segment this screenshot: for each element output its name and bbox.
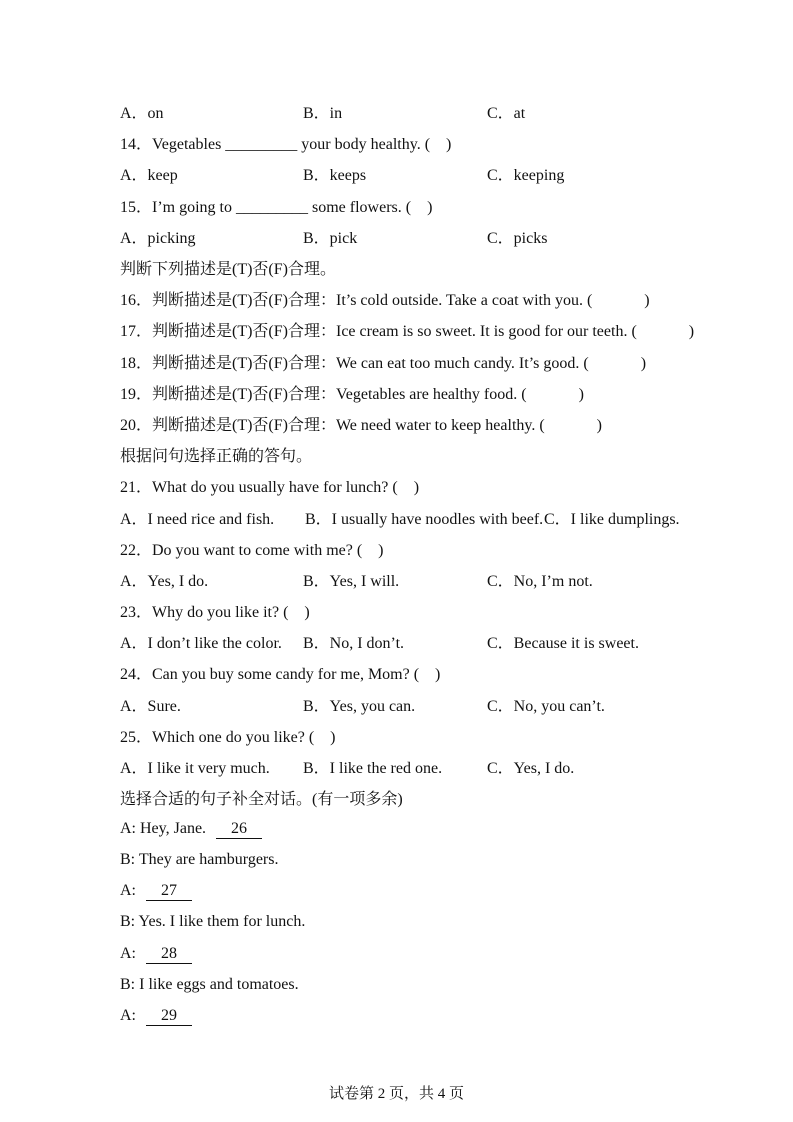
dialogue-line-7 [120,1000,753,1031]
dialogue-speaker-text: A: Hey, Jane. [120,819,207,837]
dialogue-speaker-text: A: [120,944,136,962]
q15-question-text: 15．I’m going to _________ some flowers. ( ) [120,198,433,216]
q13-options-row [120,96,753,127]
q13-option-a: A．on [120,105,164,123]
q25-question-text: 25．Which one do you like? ( ) [120,728,336,746]
q20-tf-item: 20．判断描述是(T)否(F)合理：We need water to keep healthy. ( ) [120,416,603,434]
q22-option-c: C．No, I’m not. [487,572,593,590]
q24-question-text: 24．Can you buy some candy for me, Mom? ( ) [120,666,441,684]
q25-option-c: C．Yes, I do. [487,760,575,778]
dialogue-speaker-text: B: I like eggs and tomatoes. [120,975,299,993]
blank-number: 26 [231,819,248,837]
q22-options-row [120,564,753,595]
dialogue-speaker-text: A: [120,882,136,900]
q23-option-b: B．No, I don’t. [303,635,405,653]
q21-option-b: B．I usually have noodles with beef. [305,510,544,528]
q25-option-b: B．I like the red one. [303,760,443,778]
q15-options-row [120,221,753,252]
q23-option-a: A．I don’t like the color. [120,635,282,653]
q22-option-a: A．Yes, I do. [120,572,209,590]
q21-question-text: 21．What do you usually have for lunch? ( ) [120,479,420,497]
dialogue-blank-29 [146,1006,192,1026]
q14-option-b: B．keeps [303,167,367,185]
qa-section-instruction: 根据问句选择正确的答句。 [120,448,313,466]
q18-tf-item: 18．判断描述是(T)否(F)合理：We can eat too much candy. It’s good. ( ) [120,354,647,372]
q23-option-c: C．Because it is sweet. [487,635,639,653]
q22-option-b: B．Yes, I will. [303,572,400,590]
q23-options-row [120,626,753,657]
q19-tf-item: 19．判断描述是(T)否(F)合理：Vegetables are healthy food. ( ) [120,385,584,403]
q25-option-a: A．I like it very much. [120,760,270,778]
q25-options-row [120,751,753,782]
q24-option-b: B．Yes, you can. [303,697,416,715]
q21-option-c: C．I like dumplings. [544,510,680,528]
q24-options-row [120,689,753,720]
dialogue-blank-26 [216,819,262,839]
dialogue-speaker-text: B: Yes. I like them for lunch. [120,913,306,931]
q13-option-b: B．in [303,105,343,123]
blank-number: 28 [161,944,177,962]
dialogue-speaker-text: B: They are hamburgers. [120,851,279,869]
dialogue-line-1 [120,813,753,844]
dialogue-blank-28 [146,944,192,964]
q17-tf-item: 17．判断描述是(T)否(F)合理：Ice cream is so sweet. It is good for our teeth. ( ) [120,323,695,341]
q24-option-a: A．Sure. [120,697,181,715]
q14-question-text: 14．Vegetables _________ your body healthy. ( ) [120,136,452,154]
dialogue-blank-27 [146,881,192,901]
q15-option-c: C．picks [487,229,548,247]
q21-options-row [120,501,753,532]
tf-section-instruction: 判断下列描述是(T)否(F)合理。 [120,261,336,279]
dialogue-speaker-text: A: [120,1007,136,1025]
q16-tf-item: 16．判断描述是(T)否(F)合理：It’s cold outside. Take a coat with you. ( ) [120,292,650,310]
q14-option-c: C．keeping [487,167,565,185]
blank-number: 27 [161,882,177,900]
dialogue-section-instruction: 选择合适的句子补全对话。(有一项多余) [120,791,403,809]
dialogue-line-5 [120,938,753,969]
q14-options-row [120,158,753,189]
q21-option-a: A．I need rice and fish. [120,510,275,528]
q15-option-b: B．pick [303,229,358,247]
dialogue-line-3 [120,876,753,907]
q24-option-c: C．No, you can’t. [487,697,605,715]
q23-question-text: 23．Why do you like it? ( ) [120,604,310,622]
q14-option-a: A．keep [120,167,178,185]
dialogue-line-2 [120,845,753,876]
q15-option-a: A．picking [120,229,196,247]
dialogue-line-6 [120,969,753,1000]
blank-number: 29 [161,1007,177,1025]
page-footer: 试卷第 2 页，共 4 页 [328,1086,464,1102]
q13-option-c: C．at [487,105,526,123]
q22-question-text: 22．Do you want to come with me? ( ) [120,541,384,559]
dialogue-line-4 [120,907,753,938]
